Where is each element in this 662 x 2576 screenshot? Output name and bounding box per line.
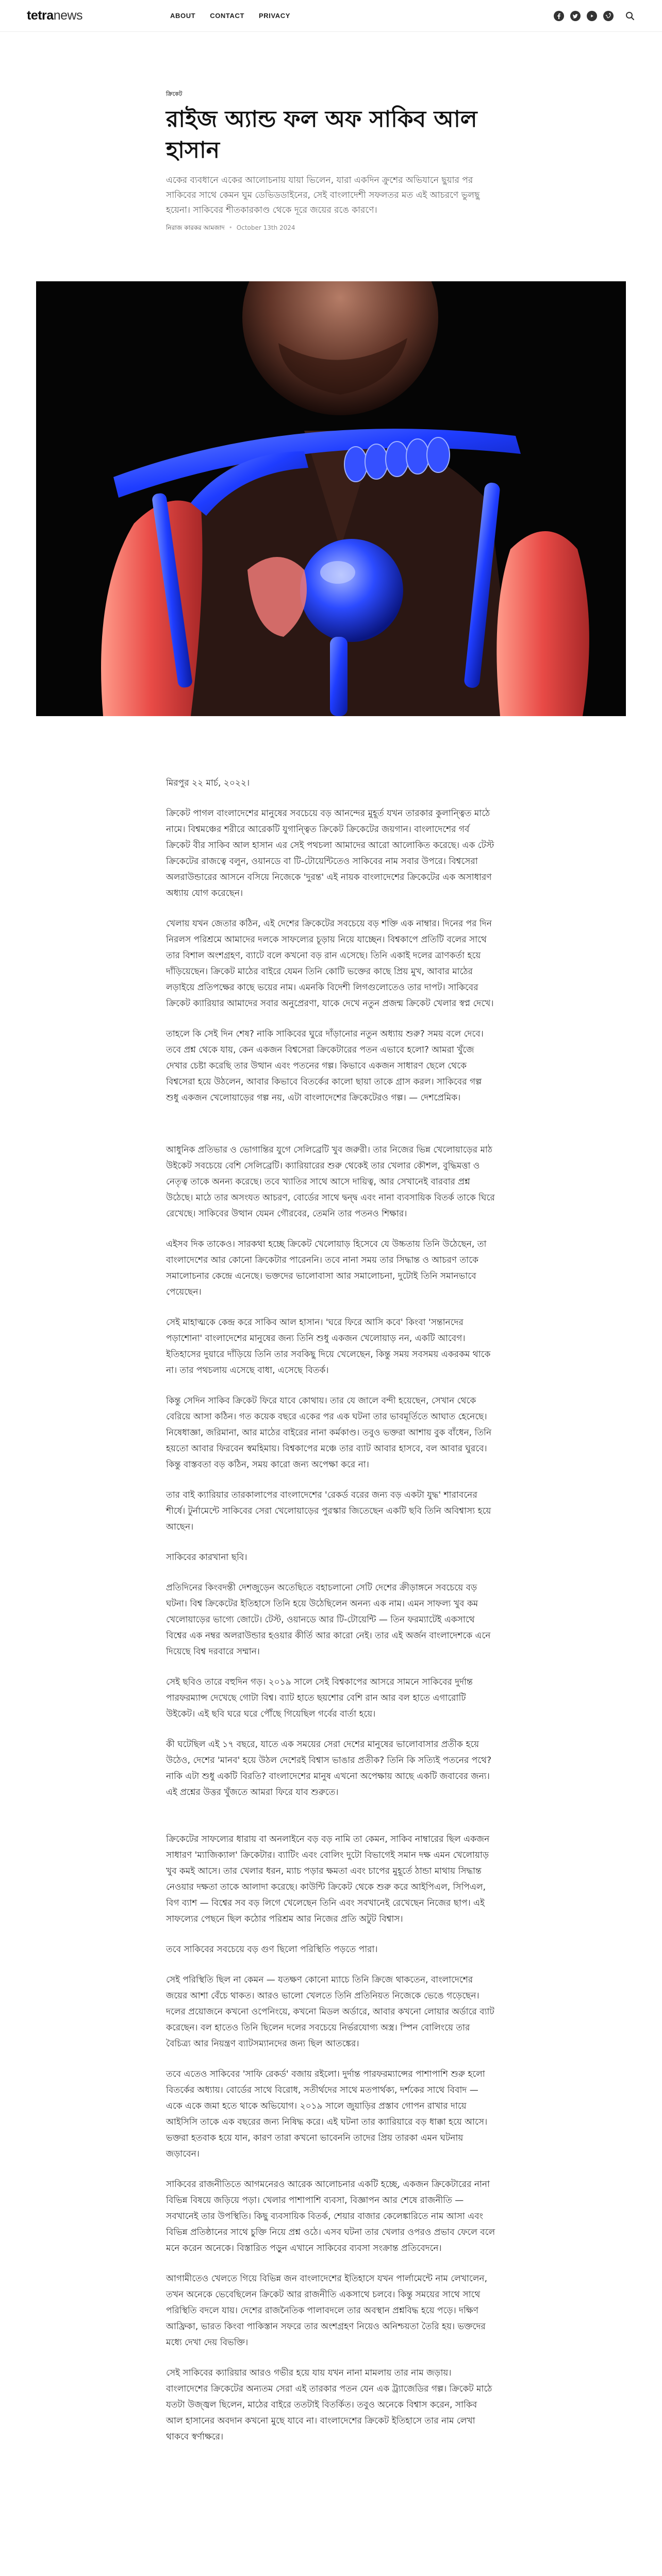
facebook-icon[interactable] (554, 11, 564, 21)
body-paragraph: সেই সাকিবের ক্যারিয়ার আরও গভীর হয়ে যায় যখন নানা মামলায় তার নাম জড়ায়। বাংলাদেশের ক্রিকেটের অন্যতম সেরা এই তারকার পতন যেন এক ট্র্যাজেডির গল্প। ক্রিকেট মাঠে যতটা উজ্জ্বল ছিলেন, মাঠের বাইরে ততটাই বিতর্কিত। তবুও অনেকে বিশ্বাস করেন, সাকিব আল হাসানের অবদান কখনো মুছে যাবে না। বাংলাদেশের ক্রিকেট ইতিহাসে তার নাম লেখা থাকবে স্বর্ণাক্ষরে। (166, 2368, 492, 2442)
body-paragraph: প্রতিদিনের কিংবদন্তী দেশজুড়েন অতেছিতে বহাচলানো সেটি দেশের ক্রীড়াঙ্গনে সবচেয়ে বড় ঘটনা। বিশ্ব ক্রিকেটের ইতিহাসে তিনি হয়ে উঠেছিলেন অনন্য এক নাম। এমন সাফল্য খুব কম খেলোয়াড়ের ভাগ্যে জোটে। টেস্ট, ওয়ানডে আর টি-টোয়েন্টি — তিন ফরম্যাটেই একসাথে বিশ্বের এক নম্বর অলরাউন্ডার হওয়ার কীর্তি আর কারো নেই। তার এই অর্জন বাংলাদেশকে এনে দিয়েছে বিশ্ব দরবারে সম্মান। (166, 1583, 491, 1657)
body-paragraph: কী ঘটেছিল এই ১৭ বছরে, যাতে এক সময়ের সেরা দেশের মানুষের ভালোবাসার প্রতীক হয়ে উঠেও, দেশের 'মানব' হয়ে উঠল দেশেরই বিশ্বাস ভাঙার প্রতীক? তিনি কি সত্যিই পতনের পথে? নাকি এটা শুধু একটি বিরতি? বাংলাদেশের মানুষ এখনো অপেক্ষায় আছে একটি জবাবের জন্য। এই প্রশ্নের উত্তর খুঁজতে আমরা ফিরে যাব শুরুতে। (166, 1739, 492, 1798)
body-paragraph: খেলায় যখন জেতার কঠিন, এই দেশের ক্রিকেটের সবচেয়ে বড় শক্তি এক নাম্বার। দিনের পর দিন নিরলস পরিশ্রমে আমাদের দলকে সাফল্যের চূড়ায় নিয়ে যাচ্ছেন। বিশ্বকাপে প্রতিটি বলের সাথে তার বিশাল অংশগ্রহণ, ব্যাটে বলে কখনো বড় রান এসেছে। তিনি একাই দলের ত্রাণকর্তা হয়ে দাঁড়িয়েছেন। ক্রিকেট মাঠের বাইরে যেমন তিনি কোটি ভক্তের কাছে প্রিয় মুখ, আবার মাঠের লড়াইয়ে প্রতিপক্ষের কাছে ভয়ের নাম। এমনকি বিদেশী লিগগুলোতেও তার দাপট। সাকিবের ক্রিকেট ক্যারিয়ার আমাদের সবার অনুপ্রেরণা, যাকে দেখে নতুন প্রজন্ম ক্রিকেট খেলার স্বপ্ন দেখে। (166, 919, 494, 1009)
body-paragraph: এইসব দিক তাকেও। সারকথা হচ্ছে ক্রিকেট খেলোয়াড় হিসেবে যে উচ্চতায় তিনি উঠেছেন, তা বাংলাদেশের আর কোনো ক্রিকেটার পারেননি। তবে নানা সময় তার সিদ্ধান্ত ও আচরণ তাকে সমালোচনার কেন্দ্রে এনেছে। ভক্তদের ভালোবাসা আর সমালোচনা, দুটোই তিনি সমানভাবে পেয়েছেন। (166, 1239, 487, 1297)
body-paragraph: সেই পরিস্থিতি ছিল না কেমন — যতক্ষণ কোনো ম্যাচে তিনি ক্রিজে থাকতেন, বাংলাদেশের জয়ের আশা বেঁচে থাকত। আরও ভালো খেলতে তিনি প্রতিনিয়ত নিজেকে ভেঙে গড়েছেন। দলের প্রয়োজনে কখনো ওপেনিংয়ে, কখনো মিডল অর্ডারে, আবার কখনো লোয়ার অর্ডারে ব্যাট করেছেন। বল হাতেও তিনি ছিলেন দলের সবচেয়ে নির্ভরযোগ্য অস্ত্র। স্পিন বোলিংয়ে তার বৈচিত্র্য আর নিয়ন্ত্রণ ব্যাটসম্যানদের জন্য ছিল আতঙ্কের। (166, 1975, 494, 2049)
body-paragraph: তবে এতেও সাকিবের 'সাফি রেকর্ড' বজায় রইলো। দুর্দান্ত পারফরম্যান্সের পাশাপাশি শুরু হলো বিতর্কের অধ্যায়। বোর্ডের সাথে বিরোধ, সতীর্থদের সাথে মতপার্থক্য, দর্শকের সাথে বিবাদ — একে একে জমা হতে থাকে অভিযোগ। ২০১৯ সালে জুয়াড়ির প্রস্তাব গোপন রাখার দায়ে আইসিসি তাকে এক বছরের জন্য নিষিদ্ধ করে। এই ঘটনা তার ক্যারিয়ারে বড় ধাক্কা হয়ে আসে। ভক্তরা হতবাক হয়ে যান, কারণ তারা কখনো ভাবেননি তাদের প্রিয় তারকা এমন ঘটনায় জড়াবেন। (166, 2069, 488, 2159)
body-paragraph: সেই মাহাত্মকে কেন্দ্র করে সাকিব আল হাসান। 'ঘরে ফিরে আসি কবে' কিংবা 'সন্তানদের পড়াশোনা' বাংলাদেশের মানুষের জন্য তিনি শুধু একজন খেলোয়াড় নন, একটি আবেগ। ইতিহাসের দুয়ারে দাঁড়িয়ে তিনি তার সবকিছু দিয়ে খেলেছেন, কিন্তু সময় সবসময় একরকম থাকে না। তার পথচলায় এসেছে বাধা, এসেছে বিতর্ক। (166, 1317, 491, 1376)
body-paragraph: আগামীতেও খেলতে গিয়ে বিভিন্ন জন বাংলাদেশের ইতিহাসে যখন পার্লামেন্টে নাম লেখালেন, তখন অনেকে ভেবেছিলেন ক্রিকেট আর রাজনীতি একসাথে চলবে। কিন্তু সময়ের সাথে সাথে পরিস্থিতি বদলে যায়। দেশের রাজনৈতিক পালাবদলে তার অবস্থান প্রশ্নবিদ্ধ হয়ে পড়ে। দক্ষিণ আফ্রিকা, ভারত কিংবা পাকিস্তান সফরে তার অংশগ্রহণ নিয়েও অনিশ্চয়তা তৈরি হয়। ভক্তদের মধ্যে দেখা দেয় বিভক্তি। (166, 2274, 487, 2348)
body-paragraph: সেই ছবিও তারে বহুদিন গড়। ২০১৯ সালে সেই বিশ্বকাপের আসরে সামনে সাকিবের দুর্দান্ত পারফরম্যান্স দেখেছে গোটা বিশ্ব। ব্যাট হাতে ছয়শোর বেশি রান আর বল হাতে এগারোটি উইকেট। এই ছবি ঘরে ঘরে পৌঁছে গিয়েছিল গর্বের বার্তা হয়ে। (166, 1677, 473, 1719)
meta-separator: • (228, 224, 233, 231)
hero-image (36, 281, 626, 716)
post-category[interactable]: ক্রিকেট (166, 91, 183, 97)
vimeo-icon[interactable] (603, 11, 614, 21)
body-paragraph: সাকিবের কারখানা ছবি। (166, 1552, 247, 1563)
body-paragraph: সাকিবের রাজনীতিতে আগমনেরও আরেক আলোচনার একটি হচ্ছে, একজন ক্রিকেটারের নানা বিভিন্ন বিষয়ে জড়িয়ে পড়া। খেলার পাশাপাশি ব্যবসা, বিজ্ঞাপন আর শেষে রাজনীতি — সবখানেই তার উপস্থিতি। কিছু ব্যবসায়িক বিতর্ক, শেয়ার বাজার কেলেঙ্কারিতে নাম আসা এবং বিভিন্ন প্রতিষ্ঠানের সাথে চুক্তি নিয়ে প্রশ্ন ওঠে। এসব ঘটনা তার খেলার ওপরও প্রভাব ফেলে বলে মনে করেন অনেকে। বিস্তারিত পড়ুন এখানে সাকিবের ব্যবসা সংক্রান্ত প্রতিবেদনে। (166, 2179, 495, 2253)
post-excerpt: একের ব্যবধানে একের আলোচনায় যায়া ভিলেন, যারা একদিন ক্রুশের অভিযানে ছুয়ার পর সাকিবের সাথে কেমন ঘুম ডেভিডডাইনের, সেই বাংলাদেশী সফলতর মত এই আচরণে ভুলছু হয়েনা। সাকিবের শীতকারকাণ্ড থেকে দূরে জয়ের রঙে কারণে। (166, 175, 480, 215)
post-author[interactable]: নিরাজ কারকর আমজাদ (166, 224, 225, 231)
site-header (0, 0, 662, 32)
dateline: মিরপুর ২২ মার্চ, ২০২২। (166, 778, 250, 788)
youtube-icon[interactable] (587, 11, 597, 21)
body-paragraph: তাহলে কি সেই দিন শেষ? নাকি সাকিবের ঘুরে দাঁড়ানোর নতুন অধ্যায় শুরু? সময় বলে দেবে। তবে প্রশ্ন থেকে যায়, কেন একজন বিশ্বসেরা ক্রিকেটারের পতন এভাবে হলো? আমরা খুঁজে দেখার চেষ্টা করেছি তার উত্থান এবং পতনের গল্প। কিভাবে একজন সাধারণ ছেলে থেকে বিশ্বসেরা হয়ে উঠলেন, আবার কিভাবে বিতর্কের কালো ছায়া তাকে গ্রাস করল। সাকিবের গল্প শুধু একজন খেলোয়াড়ের গল্প নয়, এটা বাংলাদেশের ক্রিকেটেরও গল্প। — দেশপ্রেমিক। (166, 1029, 484, 1103)
search-icon[interactable] (625, 11, 635, 21)
body-paragraph: কিন্তু সেদিন সাকিব ক্রিকেট ফিরে যাবে কোথায়। তার যে জালে বন্দী হয়েছেন, সেখান থেকে বেরিয়ে আসা কঠিন। গত কয়েক বছরে একের পর এক ঘটনা তার ভাবমূর্তিতে আঘাত হেনেছে। নিষেধাজ্ঞা, জরিমানা, আর মাঠের বাইরের নানা কর্মকাণ্ড। তবুও ভক্তরা আশায় বুক বাঁধেন, তিনি হয়তো আবার ফিরবেন স্বমহিমায়। বিশ্বকাপের মঞ্চে তার ব্যাট আবার হাসবে, বল আবার ঘুরবে। কিন্তু বাস্তবতা বড় কঠিন, সময় কারো জন্য অপেক্ষা করে না। (166, 1396, 492, 1470)
body-paragraph: আধুনিক প্রতিভার ও ভোগান্তির যুগে সেলিব্রেটি খুব জরুরী। তার নিজের ভিন্ন খেলোয়াড়ের মাঠ উইকেট সবচেয়ে বেশি সেলিব্রেটি। ক্যারিয়ারের শুরু থেকেই তার খেলার কৌশল, বুদ্ধিমত্তা ও নেতৃত্ব তাকে অনন্য করেছে। তবে খ্যাতির সাথে আসে দায়িত্ব, আর সেখানেই বারবার প্রশ্ন উঠেছে। মাঠে তার অসংযত আচরণ, বোর্ডের সাথে দ্বন্দ্ব এবং নানা ব্যবসায়িক বিতর্ক তাকে ঘিরে রেখেছে। সাকিবের উত্থান যেমন গৌরবের, তেমনি তার পতনও শিক্ষার। (166, 1145, 495, 1219)
body-paragraph: ক্রিকেটের সাফল্যের ধারায় বা অনলাইনে বড় বড় নামি তা কেমন, সাকিব নাম্বারের ছিল একজন সাধারণ 'ম্যাজিক্যাল' ক্রিকেটার। ব্যাটিং এবং বোলিং দুটো বিভাগেই সমান দক্ষ এমন খেলোয়াড় খুব কমই আসে। তার খেলার ধরন, ম্যাচ পড়ার ক্ষমতা এবং চাপের মুহূর্তে ঠান্ডা মাথায় সিদ্ধান্ত নেওয়ার দক্ষতা তাকে আলাদা করেছে। কাউন্টি ক্রিকেট থেকে শুরু করে আইপিএল, সিপিএল, বিগ ব্যাশ — বিশ্বের সব বড় লিগে খেলেছেন তিনি এবং সবখানেই রেখেছেন নিজের ছাপ। এই সাফল্যের পেছনে ছিল কঠোর পরিশ্রম আর নিজের প্রতি অটুট বিশ্বাস। (166, 1834, 490, 1924)
social-links (554, 11, 635, 21)
logo-bold-text: tetra (27, 8, 54, 23)
post-title: রাইজ অ্যান্ড ফল অফ সাকিব আল হাসান (166, 106, 477, 163)
nav-privacy[interactable]: PRIVACY (259, 12, 291, 20)
nav-contact[interactable]: CONTACT (210, 12, 245, 20)
body-paragraph: ক্রিকেট পাগল বাংলাদেশের মানুষের সবচেয়ে বড় আনন্দের মুহূর্ত যখন তারকার কুলান্ত্বিত মাঠে নামে। বিশ্বমঞ্চের শরীরে আরেকটি যুগান্ত্বিত ক্রিকেট ক্রিকেটের জয়গান। বাংলাদেশের গর্ব ক্রিকেট বীর সাকিব আল হাসান এর সেই পথচলা আমাদের আরো আলোকিত করেছে। এক টেস্ট ক্রিকেটের রাজত্বে বলুন, ওয়ানডে বা টি-টোয়েন্টিতেও সাকিবের নাম সবার উপরে। বিশ্বসেরা অলরাউন্ডারের আসনে বসিয়ে নিজেকে 'দুরন্ত' এই নায়ক বাংলাদেশের ক্রিকেটের এক অসাধারণ অধ্যায় যোগ করেছেন। (166, 808, 494, 899)
nav-about[interactable]: ABOUT (170, 12, 196, 20)
site-logo[interactable] (27, 9, 82, 22)
body-paragraph: তার বাই ক্যারিয়ার তারকালাপের বাংলাদেশের 'রেকর্ড বরের জন্য বড় একটা যুদ্ধ' শারাবনের শীর্ষে। টুর্নামেন্টে সাকিবের সেরা খেলোয়াড়ের পুরস্কার জিতেছেন একটি ছবি তিনি অবিশ্বাস্য হয়ে আছেন। (166, 1490, 491, 1532)
post-header (166, 91, 496, 232)
body-paragraph: তবে সাকিবের সবচেয়ে বড় গুণ ছিলো পরিস্থিতি পড়তে পারা। (166, 1944, 378, 1955)
hero-illustration (36, 281, 626, 716)
post-meta (166, 223, 496, 232)
post-date: October 13th 2024 (236, 224, 295, 231)
logo-thin-text: news (53, 8, 83, 23)
post-body (166, 775, 496, 2460)
main-nav (170, 11, 290, 21)
twitter-icon[interactable] (570, 11, 581, 21)
